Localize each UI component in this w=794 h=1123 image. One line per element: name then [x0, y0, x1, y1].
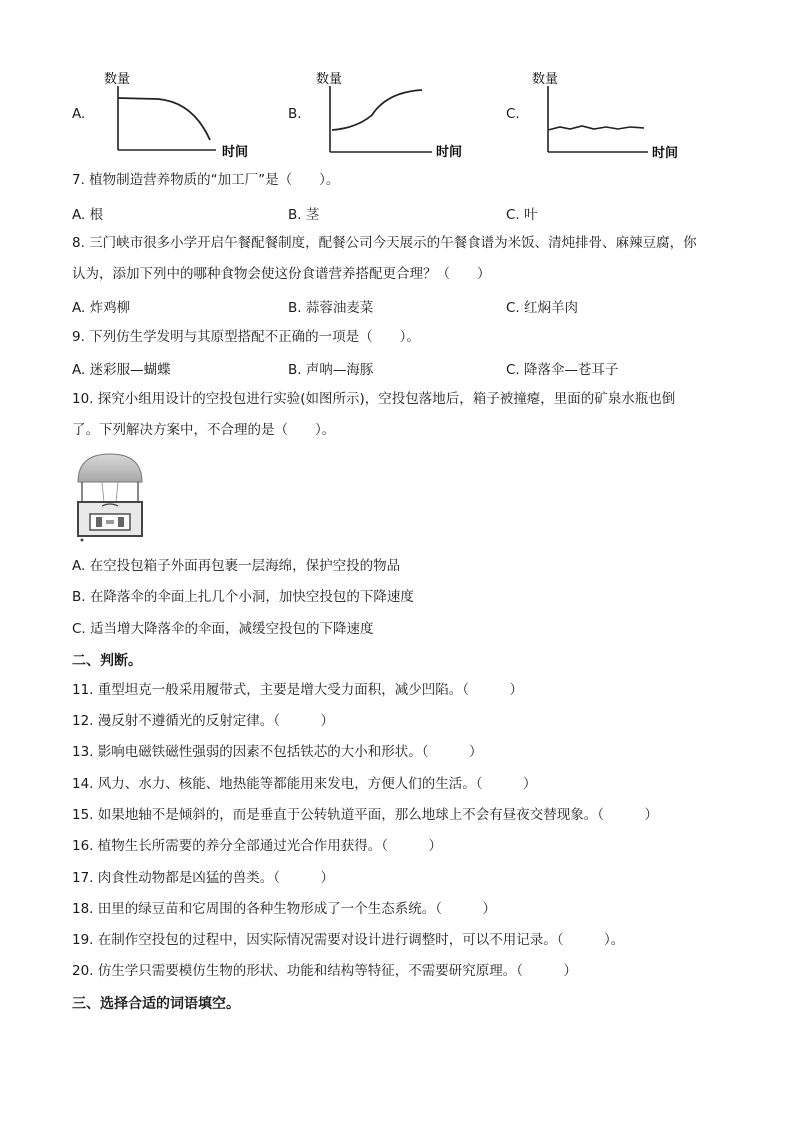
graph-b-xlabel: 时间 — [436, 145, 463, 160]
question-8-stem-line2: 认为，添加下列中的哪种食物会使这份食谱营养搭配更合理？（ ） — [72, 266, 491, 282]
judgment-item-20: 20. 仿生学只需要模仿生物的形状、功能和结构等特征，不需要研究原理。（ ） — [72, 963, 578, 979]
question-7-stem: 7. 植物制造营养物质的“加工厂”是（ ）。 — [72, 172, 340, 188]
graph-b — [312, 70, 472, 160]
graph-b-curve — [332, 90, 422, 130]
judgment-item-15: 15. 如果地轴不是倾斜的，而是垂直于公转轨道平面，那么地球上不会有昼夜交替现象。（ ） — [72, 807, 659, 823]
question-10-stem-line2: 了。下列解决方案中，不合理的是（ ）。 — [72, 422, 336, 438]
graph-a-xlabel: 时间 — [222, 145, 249, 160]
judgment-item-19: 19. 在制作空投包的过程中，因实际情况需要对设计进行调整时，可以不用记录。（ ）。 — [72, 932, 625, 948]
question-7-option-c: C. 叶 — [506, 207, 538, 223]
judgment-item-18: 18. 田里的绿豆苗和它周围的各种生物形成了一个生态系统。（ ） — [72, 901, 497, 917]
question-9-option-c: C. 降落伞—苍耳子 — [506, 362, 619, 378]
judgment-item-13: 13. 影响电磁铁磁性强弱的因素不包括铁芯的大小和形状。（ ） — [72, 744, 483, 760]
section-2-title: 二、判断。 — [72, 653, 142, 669]
graph-c-ylabel: 数量 — [532, 72, 559, 87]
question-10-option-b: B. 在降落伞的伞面上扎几个小洞，加快空投包的下降速度 — [72, 589, 414, 605]
question-7-option-a: A. 根 — [72, 207, 104, 223]
judgment-item-17: 17. 肉食性动物都是凶猛的兽类。（ ） — [72, 870, 335, 886]
graph-a — [98, 70, 258, 160]
graph-option-c-label: C. — [506, 106, 520, 122]
graph-option-b-label: B. — [288, 106, 302, 122]
question-10-option-c: C. 适当增大降落伞的伞面，减缓空投包的下降速度 — [72, 621, 374, 637]
graph-c-xlabel: 时间 — [652, 146, 679, 160]
question-9-stem: 9. 下列仿生学发明与其原型搭配不正确的一项是（ ）。 — [72, 329, 420, 345]
judgment-item-14: 14. 风力、水力、核能、地热能等都能用来发电，方便人们的生活。（ ） — [72, 776, 537, 792]
question-7-option-b: B. 茎 — [288, 207, 320, 223]
question-8-option-b: B. 蒜蓉油麦菜 — [288, 300, 374, 316]
water-bottle-icon — [96, 517, 102, 527]
graph-a-curve — [118, 98, 210, 140]
graph-a-ylabel: 数量 — [104, 72, 131, 87]
judgment-item-11: 11. 重型坦克一般采用履带式，主要是增大受力面积，减少凹陷。（ ） — [72, 682, 524, 698]
water-bottle-icon — [118, 517, 124, 527]
question-10-stem-line1: 10. 探究小组用设计的空投包进行实验(如图所示)，空投包落地后，箱子被撞瘪，里面的矿泉水瓶也倒 — [72, 391, 676, 407]
question-8-option-a: A. 炸鸡柳 — [72, 300, 131, 316]
question-8-option-c: C. 红焖羊肉 — [506, 300, 579, 316]
graph-option-a-label: A. — [72, 106, 86, 122]
question-10-option-a: A. 在空投包箱子外面再包裹一层海绵，保护空投的物品 — [72, 558, 401, 574]
section-3-title: 三、选择合适的词语填空。 — [72, 996, 240, 1012]
question-9-option-a: A. 迷彩服—蝴蝶 — [72, 362, 171, 378]
parachute-canopy — [78, 454, 142, 482]
graph-c — [530, 70, 690, 160]
graph-b-ylabel: 数量 — [316, 72, 343, 87]
judgment-item-16: 16. 植物生长所需要的养分全部通过光合作用获得。（ ） — [72, 838, 443, 854]
judgment-item-12: 12. 漫反射不遵循光的反射定律。（ ） — [72, 713, 335, 729]
airdrop-package-illustration — [72, 452, 152, 544]
question-9-option-b: B. 声呐—海豚 — [288, 362, 374, 378]
graph-c-curve — [548, 126, 644, 130]
question-8-stem-line1: 8. 三门峡市很多小学开启午餐配餐制度，配餐公司今天展示的午餐食谱为米饭、清炖排骨、麻辣豆腐，你 — [72, 235, 697, 251]
